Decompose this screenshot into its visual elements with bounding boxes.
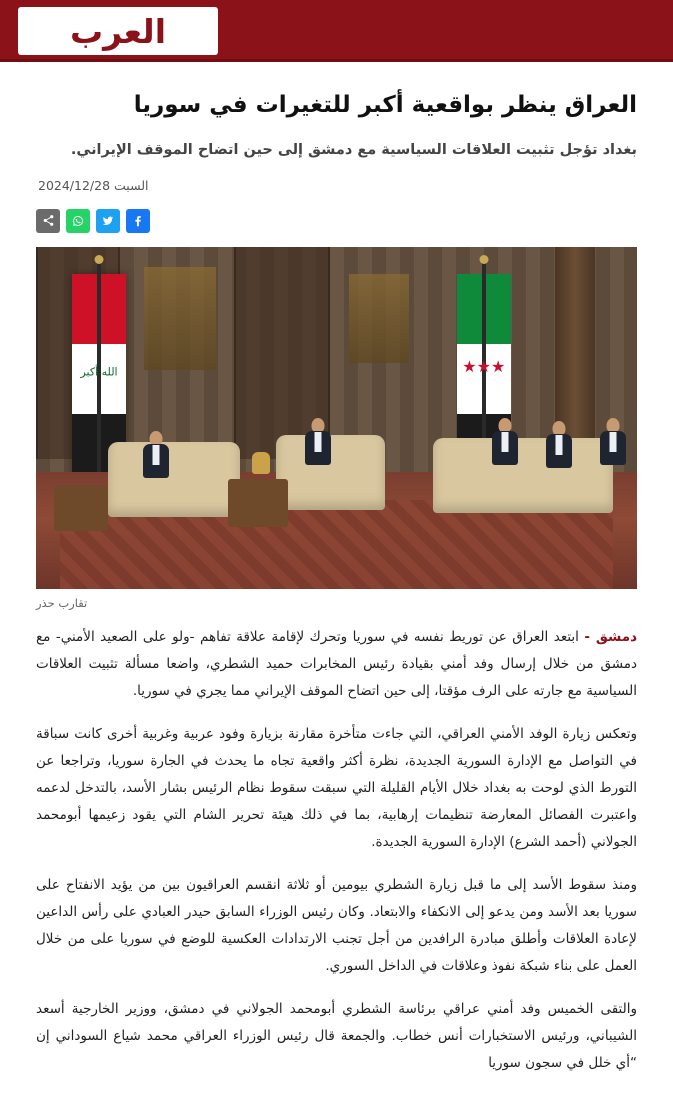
article-body	[0, 610, 673, 1113]
photo-sofa-left	[108, 442, 240, 517]
article-paragraph-1-text: ابتعد العراق عن توريط نفسه في سوريا وتحرك لإقامة علاقة تفاهم -ولو على الصعيد الأمني- مع دمشق من خلال إرسال وفد أمني بقيادة رئيس المخابرات حميد الشطري، واضعا مسألة تثبيت العلاقات السياسية مع جارته على الرف مؤقتا، إلى حين اتضاح الموقف الإيراني مما يجري في سوريا.	[36, 628, 637, 699]
photo-vase	[252, 452, 270, 474]
more-share-button[interactable]	[36, 209, 60, 233]
article-header	[0, 62, 673, 193]
photo-side-table	[228, 479, 288, 527]
facebook-share-button[interactable]	[126, 209, 150, 233]
article-figure	[0, 247, 673, 610]
share-icon	[42, 214, 55, 227]
person-shirt	[315, 432, 322, 452]
photo-wall-frame-2	[349, 274, 409, 363]
person-shirt	[501, 432, 508, 452]
person-shirt	[153, 445, 160, 465]
publish-date: 2024/12/28 السبت	[38, 177, 149, 193]
flag-pole	[97, 261, 101, 498]
article-paragraph-4: والتقى الخميس وفد أمني عراقي برئاسة الشطري أبومحمد الجولاني في دمشق، ووزير الخارجية أسعد الشيباني، ورئيس الاستخبارات أنس خطاب. والجمعة قال رئيس الوزراء العراقي محمد شياع السوداني إن “أي خلل في سجون سوريا	[36, 1000, 637, 1071]
article-subheadline: بغداد تؤجل تثبيت العلاقات السياسية مع دمشق إلى حين اتضاح الموقف الإيراني.	[70, 141, 637, 158]
photo-sofa-right	[433, 438, 613, 513]
iraq-flag-script: الله أكبر	[80, 365, 118, 379]
photo-side-table-2	[54, 486, 108, 530]
site-masthead	[0, 0, 673, 62]
whatsapp-share-button[interactable]	[66, 209, 90, 233]
twitter-icon	[101, 214, 115, 228]
alarab-logo[interactable]	[18, 7, 218, 55]
photo-caption: تقارب حذر	[36, 595, 88, 610]
whatsapp-icon	[71, 214, 85, 228]
page-title: العراق ينظر بواقعية أكبر للتغيرات في سوريا	[133, 92, 637, 118]
article-photo	[36, 247, 637, 589]
person-shirt	[555, 435, 562, 455]
flag-finial	[95, 255, 104, 264]
twitter-share-button[interactable]	[96, 209, 120, 233]
logo-text: العرب	[69, 11, 167, 51]
share-bar	[0, 205, 673, 247]
article-paragraph-2: وتعكس زيارة الوفد الأمني العراقي، التي جاءت متأخرة مقارنة بزيارة وفود عربية وغربية أخرى كانت سباقة في التواصل مع الإدارة السورية الجديدة، نظرة أكثر واقعية تجاه ما يحدث في الجارة سوريا، وتراجعا عن التورط الذي لوحت به بغداد خلال الأيام القليلة التي سبقت سقوط نظام الرئيس بشار الأسد، بالتدخل لدعمه واعتبرت الفصائل المعارضة تنظيمات إرهابية، بما في ذلك هيئة تحرير الشام التي يقود زعيمها أبومحمد الجولاني (أحمد الشرع) الإدارة السورية الجديدة.	[36, 725, 637, 850]
syria-flag-stars: ★★★	[462, 357, 506, 377]
person-shirt	[609, 432, 616, 452]
article-paragraph-1	[36, 624, 637, 705]
article-paragraph-3: ومنذ سقوط الأسد إلى ما قبل زيارة الشطري بيومين أو ثلاثة انقسم العراقيون بين من يؤيد الانفتاح على سوريا بعد الأسد ومن يدعو إلى الانكفاء والابتعاد. وكان رئيس الوزراء السابق حيدر العبادي على رأس الداعين لإعادة العلاقات وأطلق مبادرة الرافدين من أجل تجنب الارتدادات العكسية للوضع في سوريا على من خلال العمل على بناء شبكة نفوذ وعلاقات في الداخل السوري.	[36, 876, 637, 974]
facebook-icon	[131, 214, 145, 228]
flag-finial	[479, 255, 488, 264]
dateline: دمشق -	[584, 628, 638, 645]
photo-wall-frame-1	[144, 267, 216, 370]
